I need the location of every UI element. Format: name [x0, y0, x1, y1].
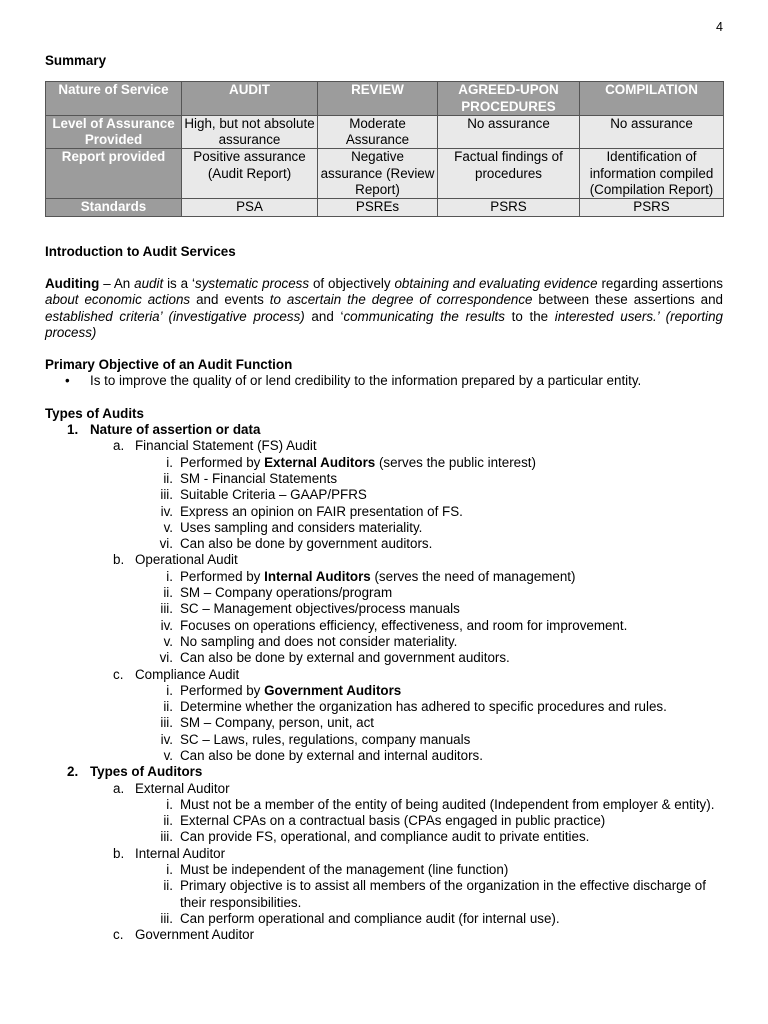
text-run: audit	[134, 275, 164, 291]
list-item-text: SM – Company, person, unit, act	[180, 715, 375, 731]
subsection-title: Operational Audit	[135, 552, 238, 568]
list-item-text: Determine whether the organization has adhered to specific procedures and rules.	[180, 699, 667, 715]
list-item	[45, 455, 723, 471]
list-item-text: Primary objective is to assist all members of the organization in the effective discharge of their responsibilities.	[180, 878, 706, 910]
list-marker: a.	[113, 438, 125, 454]
list-item-text: SM – Company operations/program	[180, 585, 393, 601]
section-nature-of-assertion	[45, 422, 723, 438]
list-item	[45, 650, 723, 666]
list-marker: c.	[113, 666, 124, 682]
text-run: about economic actions	[45, 292, 191, 308]
header-nature-of-service: Nature of Service	[46, 82, 182, 116]
list-marker: vi.	[159, 650, 173, 666]
list-item-text: Is to improve the quality of or lend credibility to the information prepared by a particular entity.	[90, 373, 642, 389]
text-run: and events	[190, 292, 270, 308]
header-review: REVIEW	[318, 82, 438, 116]
table-cell: Positive assurance (Audit Report)	[182, 149, 318, 199]
header-compilation: COMPILATION	[580, 82, 724, 116]
subsection-title: Compliance Audit	[135, 666, 240, 682]
objective-heading: Primary Objective of an Audit Function	[45, 357, 293, 373]
list-item-text: Express an opinion on FAIR presentation of FS.	[180, 503, 463, 519]
list-item	[45, 862, 723, 878]
list-marker: i.	[166, 568, 173, 584]
table-cell: PSREs	[318, 199, 438, 216]
list-item	[45, 732, 723, 748]
list-marker: iv.	[160, 617, 173, 633]
summary-heading: Summary	[45, 53, 107, 68]
list-item-text: Can also be done by government auditors.	[180, 536, 433, 552]
table-row	[46, 149, 724, 199]
list-item	[45, 699, 723, 715]
list-item	[45, 536, 723, 552]
table-row	[46, 115, 724, 149]
list-item-text: Can also be done by external and internal auditors.	[180, 747, 483, 763]
list-marker: iii.	[160, 715, 173, 731]
list-marker: 1.	[67, 422, 79, 438]
list-marker: iv.	[160, 503, 173, 519]
list-marker: c.	[113, 927, 124, 943]
text-run: Performed by	[180, 568, 265, 584]
text-run: between these assertions and	[532, 292, 724, 308]
list-item	[45, 471, 723, 487]
list-marker: iii.	[160, 487, 173, 503]
table-cell: High, but not absolute assurance	[182, 115, 318, 149]
types-of-audits-heading: Types of Audits	[45, 405, 144, 421]
row-label-report-provided: Report provided	[46, 149, 182, 199]
intro-heading: Introduction to Audit Services	[45, 243, 236, 259]
subsection-external-auditor	[45, 781, 723, 797]
list-item-text: External CPAs on a contractual basis (CPAs engaged in public practice)	[180, 813, 606, 829]
subsection-title: Internal Auditor	[135, 845, 226, 861]
list-marker: i.	[166, 796, 173, 812]
list-item-text: Can provide FS, operational, and compliance audit to private entities.	[180, 829, 590, 845]
text-run: and ‘	[304, 308, 344, 324]
text-run: – An	[99, 275, 135, 291]
text-run: to the	[504, 308, 555, 324]
table-cell: Identification of information compiled (Compilation Report)	[580, 149, 724, 199]
list-item-text: Must not be a member of the entity of being audited (Independent from employer & entity).	[180, 796, 715, 812]
list-marker: b.	[113, 845, 125, 861]
table-row	[46, 199, 724, 216]
subsection-title: External Auditor	[135, 780, 230, 796]
list-item-text: SM - Financial Statements	[180, 470, 338, 486]
list-item	[45, 715, 723, 731]
text-run: (serves the public interest)	[375, 454, 536, 470]
table-cell: No assurance	[438, 115, 580, 149]
bullet-icon: •	[65, 373, 70, 389]
text-run: systematic process	[195, 275, 310, 291]
list-item	[45, 504, 723, 520]
subsection-title: Financial Statement (FS) Audit	[135, 438, 317, 454]
list-item	[45, 797, 723, 813]
list-marker: ii.	[163, 470, 173, 486]
list-marker: v.	[163, 747, 173, 763]
list-item	[45, 911, 723, 927]
subsection-operational-audit	[45, 552, 723, 568]
list-item	[45, 829, 723, 845]
subsection-government-auditor	[45, 927, 723, 943]
list-item-text: Must be independent of the management (line function)	[180, 862, 509, 878]
row-label-standards: Standards	[46, 199, 182, 216]
list-item	[45, 618, 723, 634]
text-run: Internal Auditors	[264, 568, 371, 584]
list-marker: i.	[166, 862, 173, 878]
list-marker: v.	[163, 519, 173, 535]
list-marker: i.	[166, 682, 173, 698]
text-run: External Auditors	[264, 454, 376, 470]
list-marker: iii.	[160, 910, 173, 926]
list-item	[45, 487, 723, 503]
list-marker: ii.	[163, 585, 173, 601]
list-item	[45, 813, 723, 829]
subsection-title: Government Auditor	[135, 927, 255, 943]
list-item-text: SC – Laws, rules, regulations, company manuals	[180, 731, 471, 747]
subsection-internal-auditor	[45, 846, 723, 862]
table-cell: PSA	[182, 199, 318, 216]
list-item	[45, 601, 723, 617]
table-cell: PSRS	[438, 199, 580, 216]
subsection-fs-audit	[45, 438, 723, 454]
list-marker: iv.	[160, 731, 173, 747]
page-number: 4	[716, 20, 723, 34]
list-marker: b.	[113, 552, 125, 568]
auditing-term: Auditing	[45, 275, 100, 291]
table-cell: PSRS	[580, 199, 724, 216]
text-run: Performed by	[180, 454, 265, 470]
table-header-row	[46, 82, 724, 116]
list-marker: ii.	[163, 699, 173, 715]
list-item	[45, 569, 723, 585]
document-body	[45, 53, 723, 944]
text-run: of objectively	[309, 275, 395, 291]
list-item	[45, 748, 723, 764]
list-marker: a.	[113, 780, 125, 796]
list-item-text: Focuses on operations efficiency, effectiveness, and room for improvement.	[180, 617, 628, 633]
text-run: Performed by	[180, 682, 265, 698]
list-item	[45, 878, 723, 911]
table-cell: Negative assurance (Review Report)	[318, 149, 438, 199]
text-run: regarding assertions	[597, 275, 723, 291]
text-run: (serves the need of management)	[370, 568, 576, 584]
list-marker: ii.	[163, 813, 173, 829]
list-marker: i.	[166, 454, 173, 470]
auditing-definition	[45, 276, 723, 341]
text-run: communicating the results	[343, 308, 505, 324]
text-run: is a ‘	[163, 275, 195, 291]
list-item-text: Can perform operational and compliance audit (for internal use).	[180, 910, 560, 926]
table-cell: Moderate Assurance	[318, 115, 438, 149]
list-item	[45, 520, 723, 536]
list-marker: iii.	[160, 829, 173, 845]
list-marker: 2.	[67, 764, 79, 780]
list-item-text: Suitable Criteria – GAAP/PFRS	[180, 487, 367, 503]
row-label-level-of-assurance: Level of Assurance Provided	[46, 115, 182, 149]
text-run: obtaining and evaluating evidence	[394, 275, 598, 291]
subsection-compliance-audit	[45, 667, 723, 683]
list-item	[45, 585, 723, 601]
text-run: Government Auditors	[264, 682, 402, 698]
list-marker: iii.	[160, 601, 173, 617]
list-marker: v.	[163, 633, 173, 649]
list-item	[45, 373, 723, 389]
list-marker: vi.	[159, 536, 173, 552]
list-item-text: Uses sampling and considers materiality.	[180, 519, 423, 535]
list-item	[45, 683, 723, 699]
list-item-text: No sampling and does not consider materiality.	[180, 633, 458, 649]
section-types-of-auditors	[45, 764, 723, 780]
text-run: to ascertain the degree of correspondence	[269, 292, 533, 308]
text-run: established criteria’ (investigative process)	[45, 308, 305, 324]
list-item-text: SC – Management objectives/process manuals	[180, 601, 460, 617]
summary-table	[45, 81, 724, 216]
section-title: Nature of assertion or data	[90, 422, 261, 438]
text-run: interested users.’ (reporting process)	[45, 308, 723, 340]
table-cell: Factual findings of procedures	[438, 149, 580, 199]
header-audit: AUDIT	[182, 82, 318, 116]
section-title: Types of Auditors	[90, 764, 203, 780]
list-item-text: Can also be done by external and government auditors.	[180, 650, 510, 666]
header-agreed-upon-procedures: AGREED-UPON PROCEDURES	[438, 82, 580, 116]
list-marker: ii.	[163, 878, 173, 894]
table-cell: No assurance	[580, 115, 724, 149]
list-item	[45, 634, 723, 650]
